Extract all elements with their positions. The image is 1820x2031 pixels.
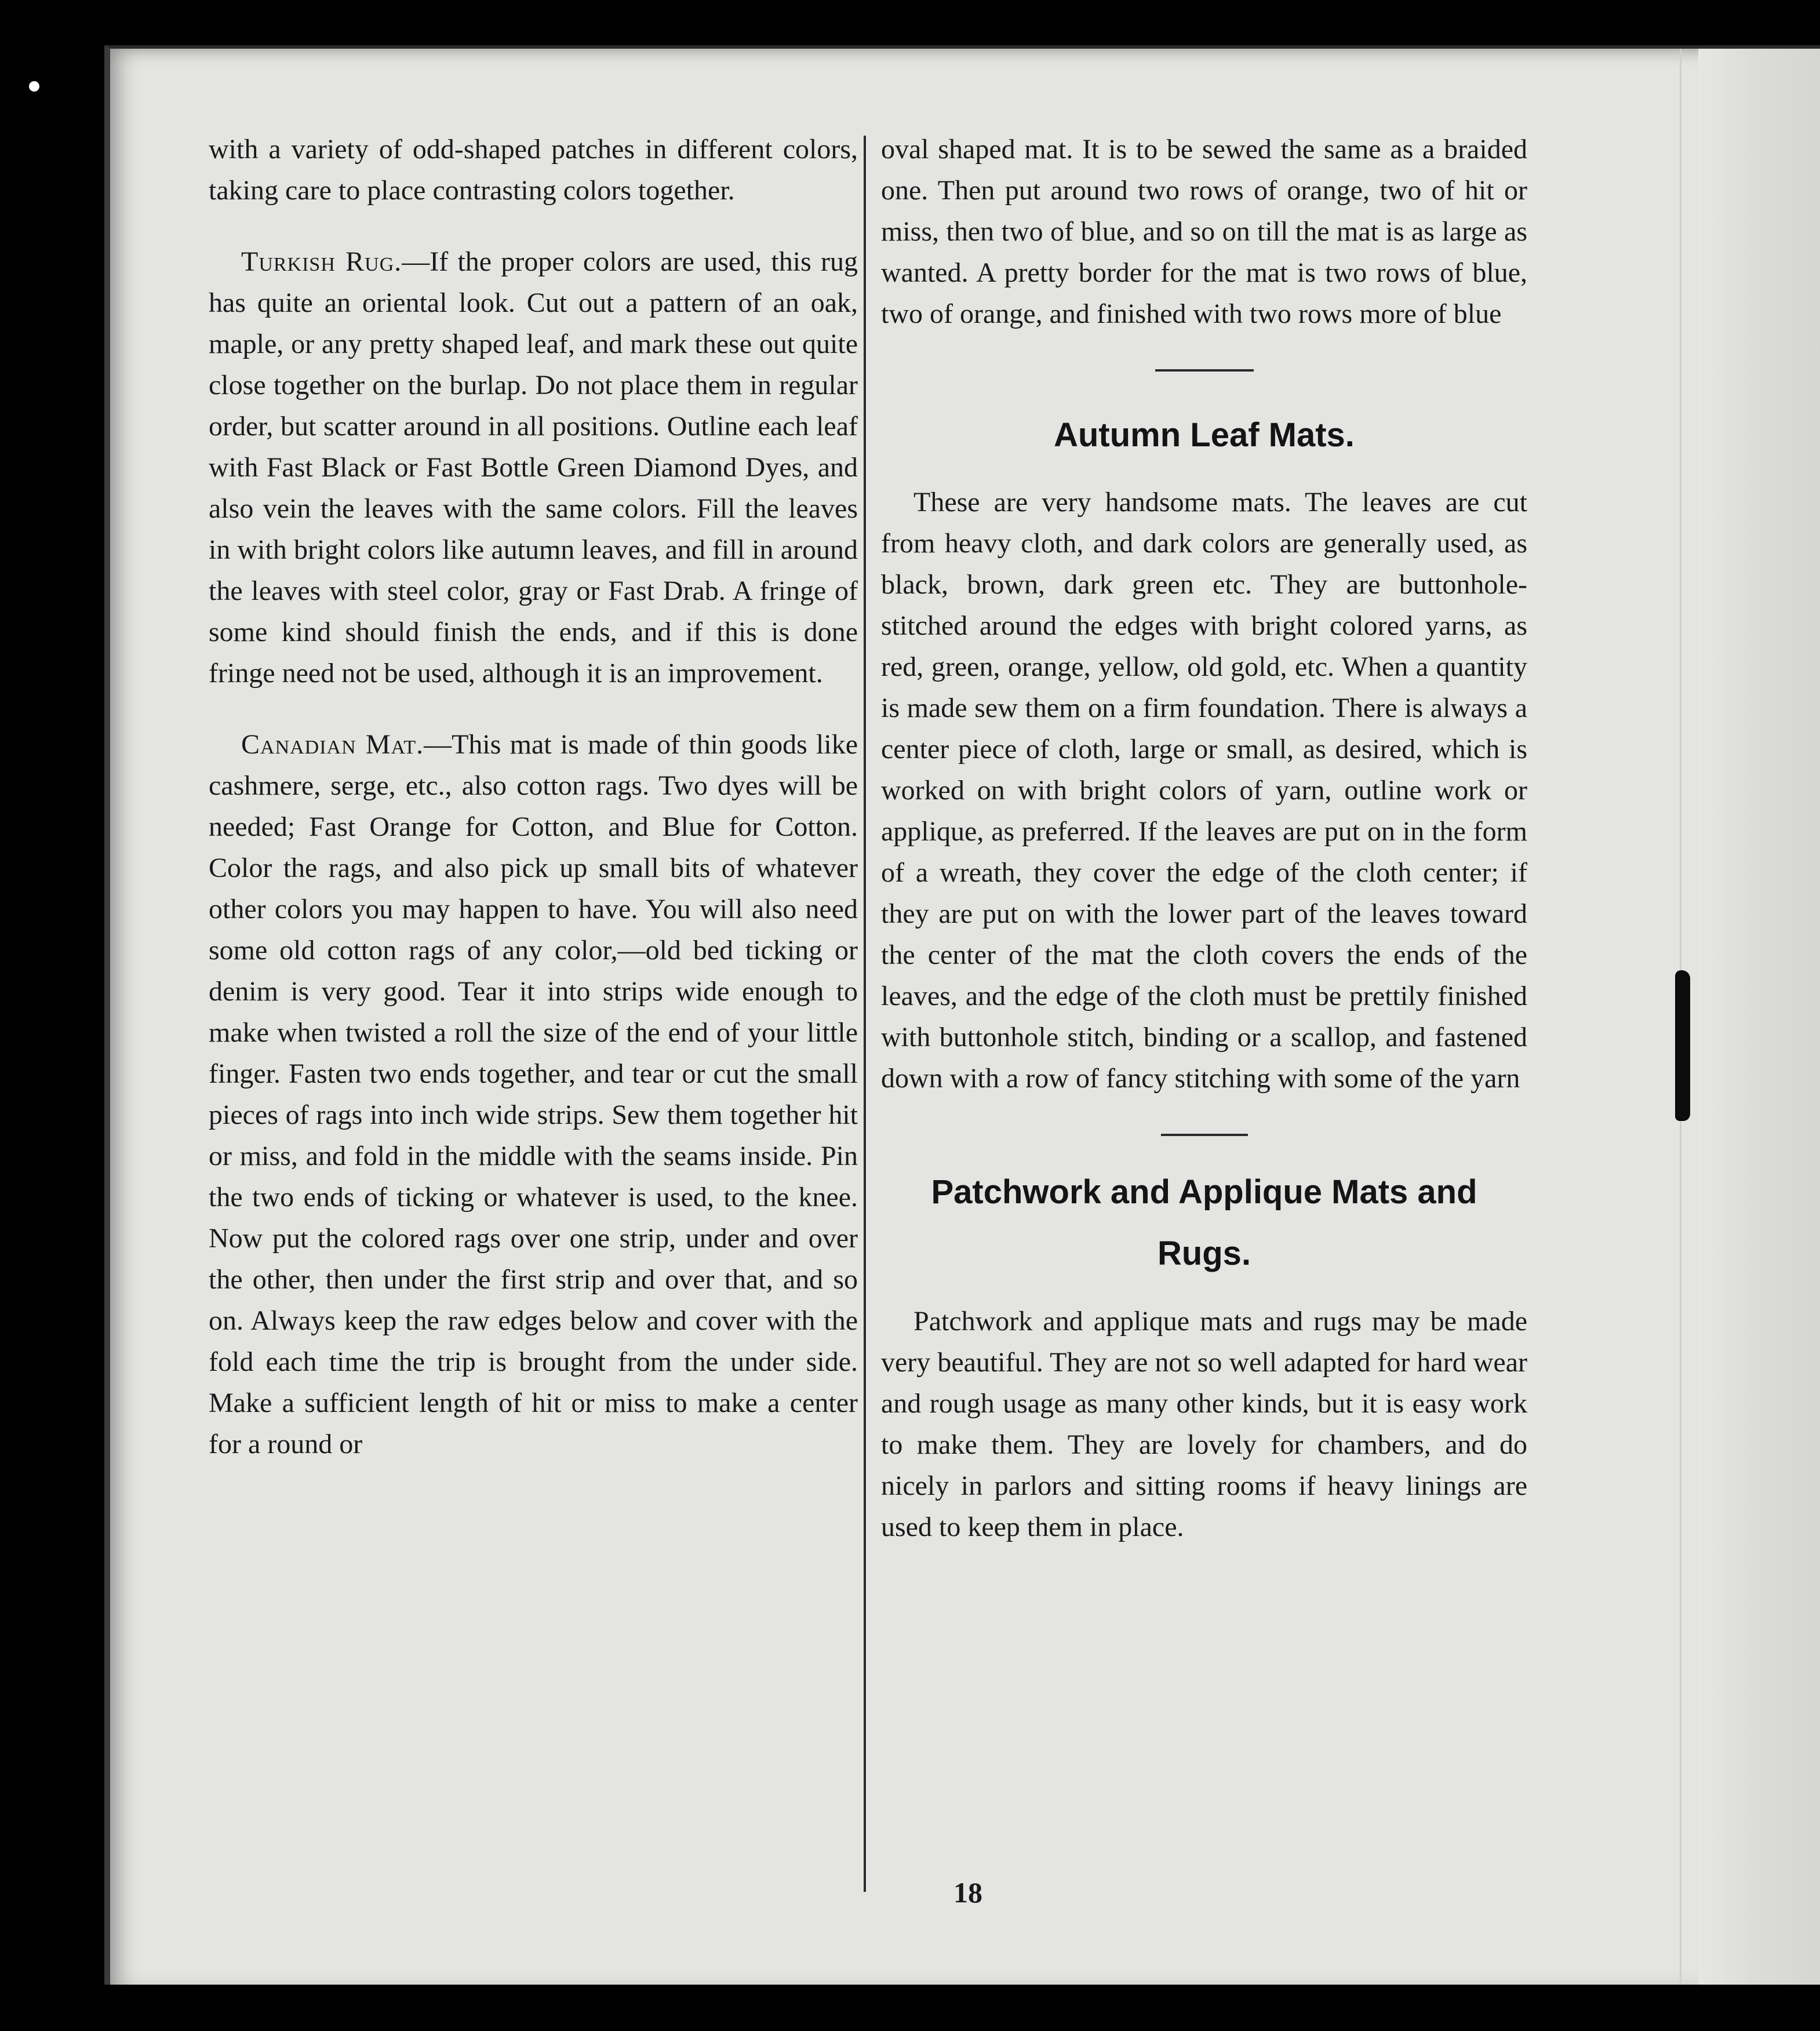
- section-rule: [1161, 1134, 1248, 1136]
- page-margin-shade: [1698, 49, 1820, 1985]
- left-paragraph-1: with a variety of odd-shaped patches in different colors, taking care to place contrasting colors together.: [209, 134, 858, 206]
- turkish-rug-label: Turkish Rug.: [241, 246, 402, 277]
- page-number: 18: [953, 1876, 982, 1909]
- autumn-leaf-mats-heading: Autumn Leaf Mats.: [1054, 416, 1355, 454]
- patchwork-applique-heading: Patchwork and Applique Mats and Rugs.: [931, 1173, 1477, 1272]
- autumn-leaf-mats-paragraph: These are very handsome mats. The leaves are cut from heavy cloth, and dark colors are generally used, as black, brown, dark green etc. They are buttonhole-stitched around the edges with bright colored yarns, as red, green, orange, yellow, old gold, etc. When a quantity is made sew them on a firm foundation. There is always a center piece of cloth, large or small, as desired, which is worked on with bright colors of yarn, outline work or applique, as preferred. If the leaves are put on in the form of a wreath, they cover the edge of the cloth center; if they are put on with the lower part of the leaves toward the center of the mat the cloth covers the ends of the leaves, and the edge of the cloth must be prettily finished with buttonhole stitch, binding or a scallop, and fastened down with a row of fancy stitching with some of the yarn: [881, 487, 1527, 1094]
- section-rule: [1155, 369, 1254, 372]
- patchwork-applique-paragraph: Patchwork and applique mats and rugs may be made very beautiful. They are not so well adapted for hard wear and rough usage as many other kinds, but it is easy work to make them. They are lovely for chambers, and do nicely in parlors and sitting rooms if heavy linings are used to keep them in place.: [881, 1306, 1527, 1542]
- scan-speck: [29, 81, 39, 92]
- scan-ink-mark: [1675, 970, 1690, 1121]
- canadian-mat-paragraph: [209, 724, 858, 1465]
- right-paragraph-1: oval shaped mat. It is to be sewed the same as a braided one. Then put around two rows of orange, two of hit or miss, then two of blue, and so on till the mat is as large as wanted. A pretty border for the mat is two rows of blue, two of orange, and finished with two rows more of blue: [881, 134, 1527, 329]
- paragraph-gap: [209, 694, 858, 724]
- left-column: [209, 129, 858, 1465]
- right-column: [881, 129, 1527, 1548]
- column-divider: [864, 136, 866, 1892]
- turkish-rug-paragraph: [209, 241, 858, 694]
- turkish-rug-text: —If the proper colors are used, this rug has quite an oriental look. Cut out a pattern of an oak, maple, or any pretty shaped leaf, and mark these out quite close together on the burlap. Do not place them in regular order, but scatter around in all positions. Outline each leaf with Fast Black or Fast Bottle Green Diamond Dyes, and also vein the leaves with the same colors. Fill the leaves in with bright colors like autumn leaves, and fill in around the leaves with steel color, gray or Fast Drab. A fringe of some kind should finish the ends, and if this is done fringe need not be used, although it is an improvement.: [209, 246, 858, 689]
- canadian-mat-text: —This mat is made of thin goods like cashmere, serge, etc., also cotton rags. Two dyes will be needed; Fast Orange for Cotton, and Blue for Cotton. Color the rags, and also pick up small bits of whatever other colors you may happen to have. You will also need some old cotton rags of any color,—old bed ticking or denim is very good. Tear it into strips wide enough to make when twisted a roll the size of the end of your little finger. Fasten two ends together, and tear or cut the small pieces of rags into inch wide strips. Sew them together hit or miss, and fold in the middle with the seams inside. Pin the two ends of ticking or whatever is used, to the knee. Now put the colored rags over one strip, under and over the other, then under the first strip and over that, and so on. Always keep the raw edges below and cover with the fold each time the trip is brought from the under side. Make a sufficient length of hit or miss to make a center for a round or: [209, 729, 858, 1459]
- book-page: [104, 45, 1820, 1985]
- canadian-mat-label: Canadian Mat.: [241, 729, 424, 760]
- paragraph-gap: [209, 211, 858, 241]
